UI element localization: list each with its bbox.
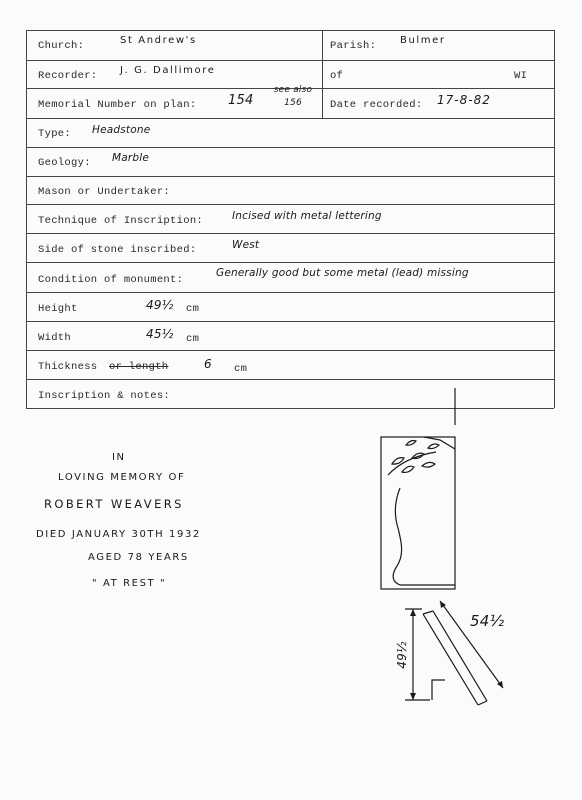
inscription-line-1: IN <box>112 452 126 463</box>
technique-value: Incised with metal lettering <box>232 210 382 222</box>
date-recorded-value: 17-8-82 <box>437 93 491 107</box>
condition-value: Generally good but some metal (lead) missing <box>216 267 469 279</box>
height-unit: cm <box>186 303 200 315</box>
thickness-unit: cm <box>234 363 248 375</box>
church-value: St Andrew's <box>120 35 197 46</box>
recorder-label: Recorder: <box>38 70 98 82</box>
headstone-front-outline <box>381 437 455 589</box>
width-label: Width <box>38 332 72 344</box>
sketch-height-dimension: 49½ <box>394 641 409 669</box>
memorial-number-value: 154 <box>228 93 254 108</box>
type-value: Headstone <box>92 124 151 136</box>
recorder-value: J. G. Dallimore <box>120 65 216 76</box>
type-label: Type: <box>38 128 72 140</box>
width-unit: cm <box>186 333 200 345</box>
geology-value: Marble <box>112 152 150 164</box>
vase-outline <box>393 488 455 585</box>
inscription-line-4: DIED JANUARY 30TH 1932 <box>36 529 201 540</box>
height-value: 49½ <box>146 298 174 312</box>
condition-label: Condition of monument: <box>38 274 184 286</box>
memorial-number-label: Memorial Number on plan: <box>38 99 197 111</box>
parish-value: Bulmer <box>400 35 446 46</box>
mason-label: Mason or Undertaker: <box>38 186 171 198</box>
side-inscribed-label: Side of stone inscribed: <box>38 244 197 256</box>
memorial-note: see also 156 <box>273 85 313 108</box>
date-recorded-label: Date recorded: <box>330 99 423 111</box>
geology-label: Geology: <box>38 157 91 169</box>
height-label: Height <box>38 303 78 315</box>
side-inscribed-value: West <box>232 239 260 251</box>
of-value: WI <box>514 70 528 82</box>
sketch-length-dimension: 54½ <box>470 612 505 630</box>
thickness-label-struck: or length <box>109 361 169 373</box>
of-label: of <box>330 70 344 82</box>
church-label: Church: <box>38 40 85 52</box>
inscription-line-3: ROBERT WEAVERS <box>44 497 184 511</box>
width-value: 45½ <box>146 327 174 341</box>
inscription-line-5: AGED 78 YEARS <box>88 552 189 563</box>
technique-label: Technique of Inscription: <box>38 215 204 227</box>
thickness-label: Thickness <box>38 361 98 373</box>
parish-label: Parish: <box>330 40 377 52</box>
inscription-notes-label: Inscription & notes: <box>38 390 171 402</box>
inscription-line-2: LOVING MEMORY OF <box>58 472 186 483</box>
inscription-line-6: " AT REST " <box>92 578 167 589</box>
thickness-value: 6 <box>204 357 212 371</box>
